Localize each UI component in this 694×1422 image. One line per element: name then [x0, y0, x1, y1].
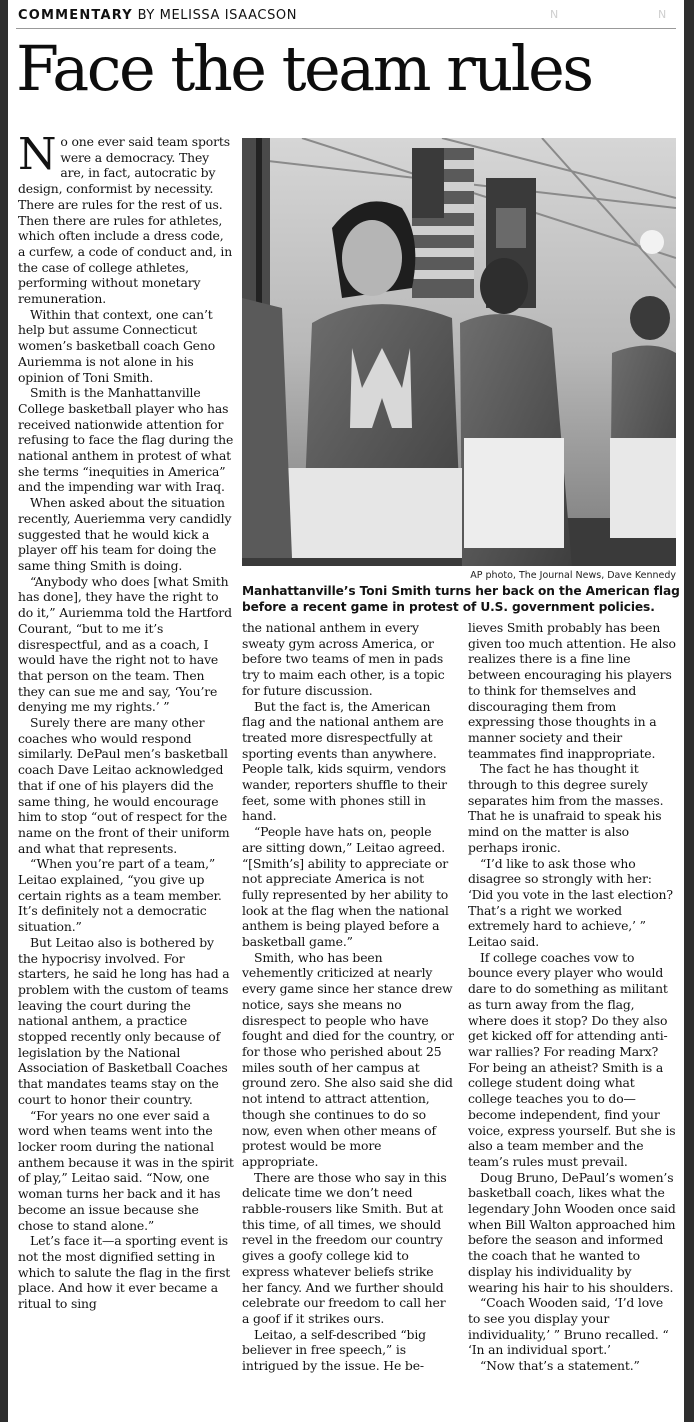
article-column-2: [242, 620, 454, 1420]
news-photo: [242, 138, 676, 566]
paragraph: Smith is the Manhattanville College basketball player who has received nationwide attention for refusing to face the flag during the national anthem in protest of what she terms “inequities in America” and the impending war with Iraq.: [18, 385, 234, 495]
drop-cap: N: [18, 134, 57, 180]
paragraph: the national anthem in every sweaty gym across America, or before two teams of men in pads try to maim each other, is a topic for future discussion.: [242, 620, 445, 698]
article-column-3: [468, 620, 676, 1420]
paragraph: “Coach Wooden said, ‘I’d love to see you display your individuality,’ ” Bruno recalled. “ ‘In an individual sport.’: [468, 1295, 669, 1358]
photo-credit: AP photo, The Journal News, Dave Kennedy: [470, 570, 676, 581]
paragraph: “Now that’s a statement.”: [480, 1358, 640, 1374]
paragraph: Smith, who has been vehemently criticized at nearly every game since her stance drew notice, says she means no disrespect to people who have fought and died for the country, or for those who perished about 25 miles south of her campus at ground zero. She also said she did not intend to attract attention, though she continues to do so now, even when other means of protest would be more appropriate.: [242, 949, 454, 1169]
paragraph: The fact he has thought it through to this degree surely separates him from the masses. That he is unafraid to speak his mind on the matter is also perhaps ironic.: [468, 761, 664, 855]
paragraph: “Anybody who does [what Smith has done], they have the right to do it,” Auriemma told the Hartford Courant, “but to me it’s disrespectful, and as a coach, I would have the right not to have that person on the team. Then they can sue me and say, ‘You’re denying me my rights.’ ”: [18, 573, 232, 715]
paragraph: “When you’re part of a team,” Leitao explained, “you give up certain rights as a team member. It’s definitely not a democratic situation.”: [18, 856, 222, 935]
photo-caption: Manhattanville’s Toni Smith turns her back on the American flag before a recent game in protest of U.S. government policies.: [242, 584, 680, 614]
paragraph: Surely there are many other coaches who would respond similarly. DePaul men’s basketball coach Dave Leitao acknowledged that if one of his players did the same thing, he would encourage him to stop “out of respect for the name on the front of their uniform and what that represents.: [18, 715, 230, 856]
paragraph: No one ever said team sports were a democracy. They are, in fact, autocratic by design, conformist by necessity. There are rules for the rest of us. Then there are rules for athletes, which often include a dress code, a curfew, a code of conduct and, in the case of college athletes, performing without monetary remuneration.: [18, 134, 233, 307]
headline: Face the team rules: [16, 32, 592, 105]
paragraph: Let’s face it—a sporting event is not the most dignified setting in which to salute the flag in the first place. And how it ever became a ritual to sing: [18, 1233, 231, 1312]
paragraph: “People have hats on, people are sitting down,” Leitao agreed. “[Smith’s] ability to appreciate or not appreciate America is not fully represented by her ability to look at the flag when the national anthem is being played before a basketball game.”: [242, 824, 449, 950]
paragraph: There are those who say in this delicate time we don’t need rabble-rousers like Smith. But at this time, of all times, we should revel in the freedom our country gives a goofy college kid to express whatever beliefs strike her fancy. And we further should celebrate our freedom to call her a goof if it strikes ours.: [242, 1169, 447, 1326]
byline: BY MELISSA ISAACSON: [137, 8, 298, 23]
paragraph: When asked about the situation recently, Aueriemma very candidly suggested that he would kick a player off his team for doing the same thing Smith is doing.: [18, 495, 232, 573]
paragraph: lieves Smith probably has been given too much attention. He also realizes there is a fine line between encouraging his players to think for themselves and discouraging them from expressing those thoughts in a manner society and their teammates find inappropriate.: [468, 620, 676, 761]
paragraph: Leitao, a self-described “big believer in free speech,” is intrigued by the issue. He be-: [242, 1326, 426, 1374]
corner-mark: N: [550, 8, 559, 21]
section-label: COMMENTARY: [18, 8, 133, 23]
paragraph: “I’d like to ask those who disagree so strongly with her: ‘Did you vote in the last election? That’s a right we worked extremely hard to achieve,’ ” Leitao said.: [468, 855, 673, 950]
photo-illustration: [242, 138, 676, 566]
paragraph: Doug Bruno, DePaul’s women’s basketball coach, likes what the legendary John Wooden once said when Bill Walton approached him before the season and informed the coach that he wanted to display his individuality by wearing his hair to his shoulders.: [468, 1169, 676, 1295]
top-rule: [16, 28, 676, 29]
paragraph: But the fact is, the American flag and the national anthem are treated more disrespectfully at sporting events than anywhere. People talk, kids squirm, vendors wander, reporters shuffle to their feet, some with phones still in hand.: [242, 698, 447, 824]
corner-mark-right: N: [658, 8, 667, 21]
newspaper-page: [8, 0, 684, 1422]
article-column-1: [18, 134, 234, 1420]
american-flag: [412, 148, 474, 298]
paragraph: If college coaches vow to bounce every player who would dare to do something as militant as turn away from the flag, where does it stop? Do they also get kicked off for attending anti-war rallies? For reading Marx? For being an atheist? Smith is a college student doing what college teaches you to do—become independent, find your voice, express yourself. But she is also a team member and the team’s rules must prevail.: [468, 949, 676, 1169]
kicker: [18, 8, 658, 23]
paragraph: Within that context, one can’t help but assume Connecticut women’s basketball coach Geno Auriemma is not alone in his opinion of Toni Smith.: [18, 306, 216, 385]
paragraph: “For years no one ever said a word when teams went into the locker room during the national anthem because it was in the spirit of play,” Leitao said. “Now, one woman turns her back and it has become an issue because she chose to stand alone.”: [18, 1107, 234, 1233]
paragraph: But Leitao also is bothered by the hypocrisy involved. For starters, he said he long has had a problem with the custom of teams leaving the court during the national anthem, a practice stopped recently only because of legislation by the National Association of Basketball Coaches that mandates teams stay on the court to honor their country.: [18, 934, 230, 1107]
